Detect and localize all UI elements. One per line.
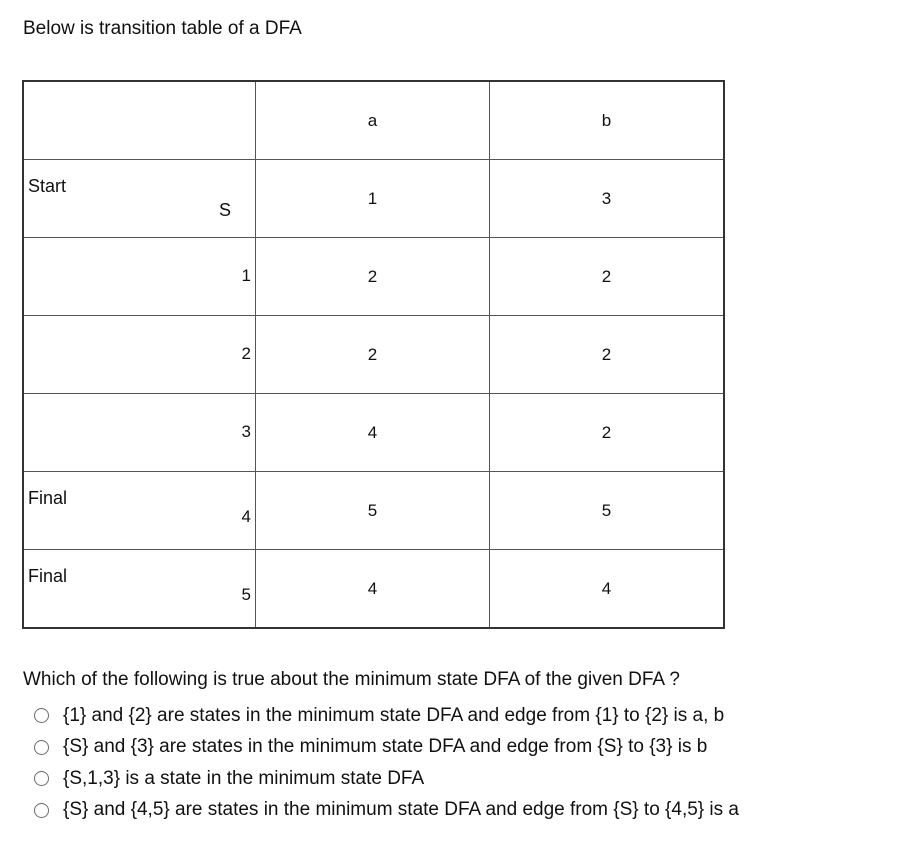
row-tag: Final — [28, 488, 68, 508]
state-label-cell — [23, 550, 256, 629]
answer-option[interactable] — [34, 763, 739, 795]
intro-text: Below is transition table of a DFA — [23, 18, 302, 39]
question-text: Which of the following is true about the minimum state DFA of the given DFA ? — [23, 669, 680, 690]
state-label-cell — [23, 394, 256, 472]
transition-b: 3 — [490, 160, 725, 238]
radio-button[interactable] — [34, 771, 49, 786]
option-label: {S} and {4,5} are states in the minimum state DFA and edge from {S} to {4,5} is a — [63, 799, 739, 821]
table-row — [23, 238, 724, 316]
transition-b: 5 — [490, 472, 725, 550]
transition-a: 5 — [256, 472, 490, 550]
answer-option[interactable] — [34, 700, 739, 732]
row-tag: Final — [28, 566, 68, 586]
state-name: 5 — [241, 585, 251, 604]
state-name: 2 — [241, 344, 251, 363]
table-row — [23, 316, 724, 394]
option-label: {1} and {2} are states in the minimum state DFA and edge from {1} to {2} is a, b — [63, 704, 725, 726]
answer-option[interactable] — [34, 732, 739, 764]
table-header-row — [23, 81, 724, 160]
transition-b: 4 — [490, 550, 725, 629]
row-tag: Start — [28, 176, 67, 196]
state-label-cell — [23, 160, 256, 238]
radio-button[interactable] — [34, 740, 49, 755]
transition-b: 2 — [490, 238, 725, 316]
transition-table — [22, 80, 725, 629]
header-corner-cell — [23, 81, 256, 160]
transition-a: 2 — [256, 238, 490, 316]
option-label: {S,1,3} is a state in the minimum state DFA — [63, 767, 425, 789]
state-name: 3 — [241, 422, 251, 441]
transition-b: 2 — [490, 316, 725, 394]
transition-a: 4 — [256, 550, 490, 629]
transition-a: 1 — [256, 160, 490, 238]
state-label-cell — [23, 238, 256, 316]
option-label: {S} and {3} are states in the minimum state DFA and edge from {S} to {3} is b — [63, 736, 708, 758]
state-label-cell — [23, 472, 256, 550]
table-row — [23, 550, 724, 629]
answer-options — [34, 700, 739, 826]
transition-a: 2 — [256, 316, 490, 394]
header-symbol-a: a — [256, 81, 490, 160]
header-symbol-b: b — [490, 81, 725, 160]
state-name: 4 — [241, 507, 251, 526]
transition-b: 2 — [490, 394, 725, 472]
state-name: S — [218, 200, 231, 220]
table-row — [23, 472, 724, 550]
state-name: 1 — [241, 266, 251, 285]
transition-a: 4 — [256, 394, 490, 472]
answer-option[interactable] — [34, 795, 739, 827]
state-label-cell — [23, 316, 256, 394]
radio-button[interactable] — [34, 803, 49, 818]
table-row — [23, 160, 724, 238]
table-row — [23, 394, 724, 472]
radio-button[interactable] — [34, 708, 49, 723]
